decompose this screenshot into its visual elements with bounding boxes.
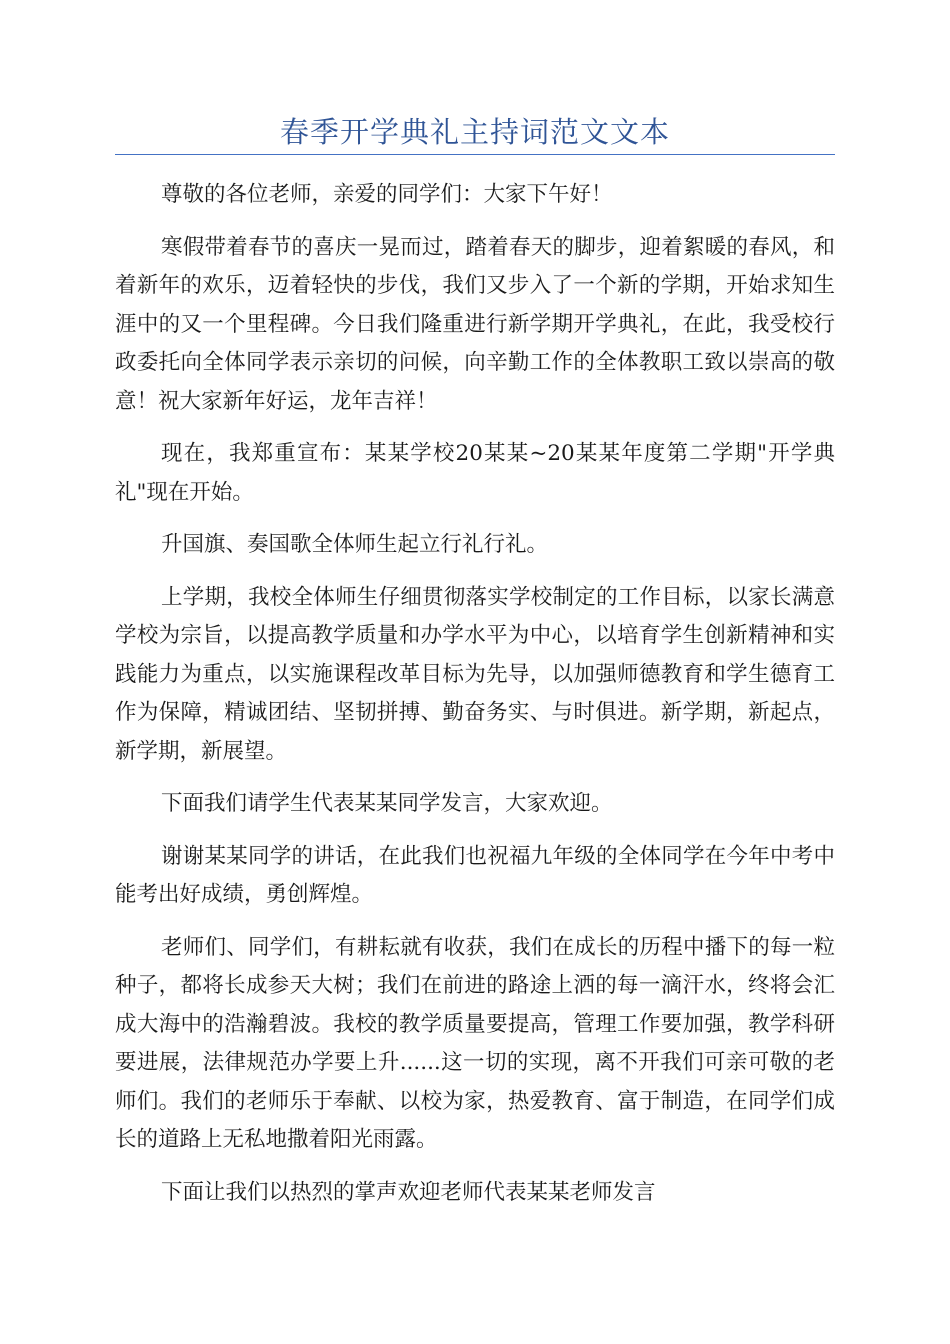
paragraph-announcement: 现在，我郑重宣布：某某学校20某某~20某某年度第二学期"开学典礼"现在开始。 [115,441,835,505]
document-body [115,176,835,1226]
paragraph-opening: 寒假带着春节的喜庆一晃而过，踏着春天的脚步，迎着絮暖的春风，和着新年的欢乐，迈着轻快的步伐，我们又步入了一个新的学期，开始求知生涯中的又一个里程碑。今日我们隆重进行新学期开学典礼，在此，我受校行政委托向全体同学表示亲切的问候，向辛勤工作的全体教职工致以崇高的敬意！祝大家新年好运，龙年吉祥！ [115,234,835,414]
paragraph-flag-ceremony: 升国旗、奏国歌全体师生起立行礼行礼。 [161,532,549,557]
paragraph-greeting: 尊敬的各位老师，亲爱的同学们：大家下午好！ [161,182,613,207]
paragraph-teachers: 老师们、同学们，有耕耘就有收获，我们在成长的历程中播下的每一粒种子，都将长成参天大树；我们在前进的路途上洒的每一滴汗水，终将会汇成大海中的浩瀚碧波。我校的教学质量要提高，管理工作要加强，教学科研要进展，法律规范办学要上升......这一切的实现，离不开我们可亲可敬的老师们。我们的老师乐于奉献、以校为家，热爱教育、富于制造，在同学们成长的道路上无私地撒着阳光雨露。 [115,934,835,1152]
paragraph-last-semester: 上学期，我校全体师生仔细贯彻落实学校制定的工作目标，以家长满意学校为宗旨，以提高教学质量和办学水平为中心，以培育学生创新精神和实践能力为重点，以实施课程改革目标为先导，以加强师德教育和学生德育工作为保障，精诚团结、坚韧拼搏、勤奋务实、与时俱进。新学期，新起点，新学期，新展望。 [115,584,835,764]
title-underline [115,154,835,155]
paragraph-student-speech: 下面我们请学生代表某某同学发言，大家欢迎。 [161,791,613,816]
paragraph-teacher-speech: 下面让我们以热烈的掌声欢迎老师代表某某老师发言 [161,1179,656,1205]
document-title: 春季开学典礼主持词范文文本 [279,115,670,149]
paragraph-thanks: 谢谢某某同学的讲话，在此我们也祝福九年级的全体同学在今年中考中能考出好成绩，勇创辉煌。 [115,843,835,907]
